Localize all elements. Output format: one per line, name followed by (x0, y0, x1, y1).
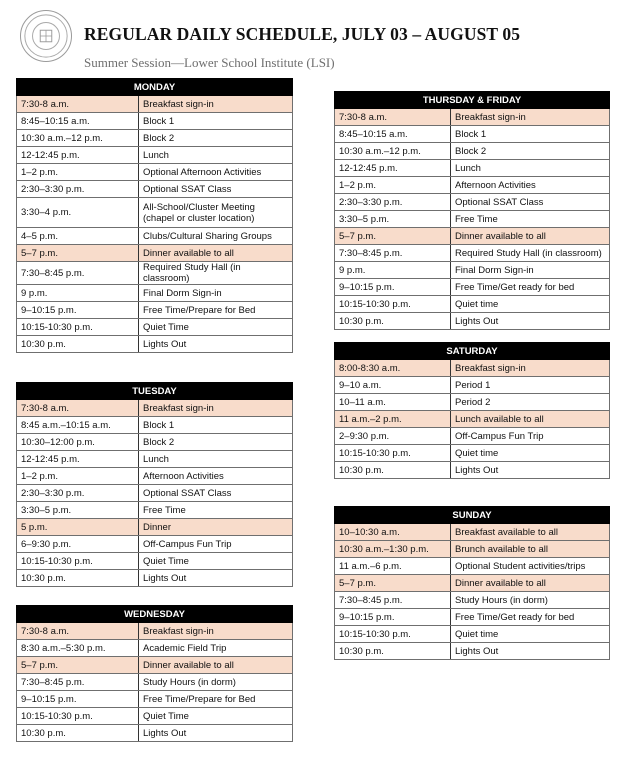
time-cell: 10:15-10:30 p.m. (335, 296, 451, 313)
schedule-row (335, 462, 610, 479)
activity-cell: Quiet time (451, 445, 610, 462)
time-cell: 8:30 a.m.–5:30 p.m. (17, 640, 139, 657)
time-cell: 5–7 p.m. (335, 228, 451, 245)
time-cell: 9–10:15 p.m. (335, 279, 451, 296)
activity-cell: Clubs/Cultural Sharing Groups (139, 228, 293, 245)
time-cell: 9 p.m. (17, 285, 139, 302)
activity-cell: Optional Student activities/trips (451, 558, 610, 575)
activity-cell: Quiet Time (139, 319, 293, 336)
time-cell: 3:30–4 p.m. (17, 198, 139, 228)
schedule-row (17, 113, 293, 130)
schedule-row (17, 485, 293, 502)
activity-cell: Lights Out (451, 643, 610, 660)
activity-cell: Required Study Hall (in classroom) (451, 245, 610, 262)
schedule-row (17, 674, 293, 691)
time-cell: 3:30–5 p.m. (17, 502, 139, 519)
activity-cell: Dinner (139, 519, 293, 536)
schedule-row (335, 126, 610, 143)
schedule-row (335, 228, 610, 245)
activity-cell: Lights Out (451, 313, 610, 330)
time-cell: 9 p.m. (335, 262, 451, 279)
schedule-row (335, 558, 610, 575)
activity-cell: Quiet time (451, 626, 610, 643)
activity-cell: Academic Field Trip (139, 640, 293, 657)
activity-cell: Lunch (139, 147, 293, 164)
schedule-row (17, 570, 293, 587)
time-cell: 10:15-10:30 p.m. (17, 553, 139, 570)
time-cell: 10:30–12:00 p.m. (17, 434, 139, 451)
activity-cell: Block 2 (139, 434, 293, 451)
time-cell: 8:45 a.m.–10:15 a.m. (17, 417, 139, 434)
activity-cell: Breakfast sign-in (139, 400, 293, 417)
schedule-row (335, 411, 610, 428)
activity-cell: All-School/Cluster Meeting (chapel or cluster location) (139, 198, 293, 228)
time-cell: 10:15-10:30 p.m. (335, 445, 451, 462)
schedule-thursday-friday (334, 91, 610, 330)
time-cell: 2:30–3:30 p.m. (17, 485, 139, 502)
time-cell: 7:30–8:45 p.m. (335, 592, 451, 609)
schedule-row (335, 360, 610, 377)
activity-cell: Optional SSAT Class (139, 181, 293, 198)
time-cell: 9–10:15 p.m. (17, 302, 139, 319)
activity-cell: Free Time/Prepare for Bed (139, 302, 293, 319)
activity-cell: Lunch available to all (451, 411, 610, 428)
activity-cell: Breakfast sign-in (139, 623, 293, 640)
time-cell: 12-12:45 p.m. (335, 160, 451, 177)
schedule-row (335, 428, 610, 445)
activity-cell: Dinner available to all (139, 245, 293, 262)
schedule-row (335, 575, 610, 592)
schedule-row (335, 313, 610, 330)
time-cell: 10:30 a.m.–1:30 p.m. (335, 541, 451, 558)
activity-cell: Off-Campus Fun Trip (139, 536, 293, 553)
schedule-row (17, 400, 293, 417)
schedule-row (17, 336, 293, 353)
activity-cell: Free Time (139, 502, 293, 519)
schedule-row (335, 109, 610, 126)
schedule-row (17, 147, 293, 164)
time-cell: 4–5 p.m. (17, 228, 139, 245)
schedule-row (335, 445, 610, 462)
page-title: REGULAR DAILY SCHEDULE, JULY 03 – AUGUST 05 (84, 24, 521, 44)
schedule-row (17, 708, 293, 725)
time-cell: 10:30 p.m. (335, 313, 451, 330)
schedule-row (17, 536, 293, 553)
page-subtitle: Summer Session—Lower School Institute (LSI) (84, 55, 335, 70)
time-cell: 9–10 a.m. (335, 377, 451, 394)
activity-cell: Lights Out (139, 725, 293, 742)
schedule-row (335, 211, 610, 228)
time-cell: 3:30–5 p.m. (335, 211, 451, 228)
schedule-row (17, 164, 293, 181)
time-cell: 10:30 p.m. (17, 570, 139, 587)
time-cell: 10:30 p.m. (335, 462, 451, 479)
day-heading: SATURDAY (335, 343, 610, 360)
activity-cell: Quiet time (451, 296, 610, 313)
time-cell: 10:30 p.m. (17, 336, 139, 353)
schedule-row (17, 228, 293, 245)
activity-cell: Block 2 (139, 130, 293, 147)
time-cell: 5–7 p.m. (335, 575, 451, 592)
day-heading: TUESDAY (17, 383, 293, 400)
time-cell: 7:30–8:45 p.m. (17, 262, 139, 285)
day-heading: THURSDAY & FRIDAY (335, 92, 610, 109)
time-cell: 7:30–8:45 p.m. (335, 245, 451, 262)
time-cell: 9–10:15 p.m. (335, 609, 451, 626)
activity-cell: Free Time/Prepare for Bed (139, 691, 293, 708)
schedule-row (335, 609, 610, 626)
time-cell: 6–9:30 p.m. (17, 536, 139, 553)
activity-cell: Block 2 (451, 143, 610, 160)
time-cell: 5 p.m. (17, 519, 139, 536)
time-cell: 10–10:30 a.m. (335, 524, 451, 541)
schedule-row (335, 524, 610, 541)
activity-cell: Lights Out (139, 336, 293, 353)
activity-cell: Final Dorm Sign-in (139, 285, 293, 302)
time-cell: 1–2 p.m. (17, 164, 139, 181)
schedule-row (335, 296, 610, 313)
day-heading: SUNDAY (335, 507, 610, 524)
activity-cell: Lunch (139, 451, 293, 468)
activity-cell: Breakfast sign-in (451, 109, 610, 126)
schedule-row (17, 245, 293, 262)
schedule-row (17, 130, 293, 147)
activity-cell: Final Dorm Sign-in (451, 262, 610, 279)
activity-cell: Dinner available to all (139, 657, 293, 674)
time-cell: 10:30 a.m.–12 p.m. (17, 130, 139, 147)
schedule-row (335, 541, 610, 558)
time-cell: 9–10:15 p.m. (17, 691, 139, 708)
activity-cell: Study Hours (in dorm) (451, 592, 610, 609)
schedule-row (335, 262, 610, 279)
activity-cell: Period 1 (451, 377, 610, 394)
activity-cell: Free Time/Get ready for bed (451, 279, 610, 296)
activity-cell: Lights Out (139, 570, 293, 587)
schedule-saturday (334, 342, 610, 479)
schedule-wednesday (16, 605, 293, 742)
schedule-row (17, 451, 293, 468)
schedule-row (335, 377, 610, 394)
time-cell: 8:00-8:30 a.m. (335, 360, 451, 377)
time-cell: 11 a.m.–2 p.m. (335, 411, 451, 428)
schedule-row (17, 198, 293, 228)
schedule-row (17, 691, 293, 708)
time-cell: 10:15-10:30 p.m. (17, 319, 139, 336)
schedule-row (17, 553, 293, 570)
schedule-row (17, 519, 293, 536)
schedule-row (335, 160, 610, 177)
time-cell: 7:30-8 a.m. (17, 96, 139, 113)
schedule-monday (16, 78, 293, 353)
time-cell: 10–11 a.m. (335, 394, 451, 411)
schedule-row (17, 623, 293, 640)
activity-cell: Quiet Time (139, 553, 293, 570)
time-cell: 12-12:45 p.m. (17, 451, 139, 468)
activity-cell: Optional SSAT Class (451, 194, 610, 211)
schedule-row (335, 394, 610, 411)
schedule-sunday (334, 506, 610, 660)
schedule-row (335, 626, 610, 643)
school-seal-icon (20, 10, 72, 62)
activity-cell: Block 1 (139, 417, 293, 434)
activity-cell: Period 2 (451, 394, 610, 411)
time-cell: 2:30–3:30 p.m. (17, 181, 139, 198)
activity-cell: Free Time/Get ready for bed (451, 609, 610, 626)
time-cell: 7:30–8:45 p.m. (17, 674, 139, 691)
schedule-row (335, 245, 610, 262)
activity-cell: Block 1 (139, 113, 293, 130)
schedule-row (335, 279, 610, 296)
time-cell: 1–2 p.m. (17, 468, 139, 485)
activity-cell: Brunch available to all (451, 541, 610, 558)
time-cell: 5–7 p.m. (17, 657, 139, 674)
time-cell: 7:30-8 a.m. (17, 623, 139, 640)
schedule-row (17, 640, 293, 657)
schedule-tuesday (16, 382, 293, 587)
time-cell: 10:15-10:30 p.m. (17, 708, 139, 725)
activity-cell: Study Hours (in dorm) (139, 674, 293, 691)
activity-cell: Quiet Time (139, 708, 293, 725)
time-cell: 7:30-8 a.m. (17, 400, 139, 417)
schedule-row (17, 96, 293, 113)
time-cell: 8:45–10:15 a.m. (17, 113, 139, 130)
schedule-row (17, 468, 293, 485)
activity-cell: Dinner available to all (451, 228, 610, 245)
activity-cell: Lights Out (451, 462, 610, 479)
activity-cell: Breakfast sign-in (139, 96, 293, 113)
schedule-row (335, 643, 610, 660)
activity-cell: Optional SSAT Class (139, 485, 293, 502)
time-cell: 7:30-8 a.m. (335, 109, 451, 126)
activity-cell: Afternoon Activities (139, 468, 293, 485)
activity-cell: Off-Campus Fun Trip (451, 428, 610, 445)
time-cell: 10:30 a.m.–12 p.m. (335, 143, 451, 160)
schedule-row (17, 302, 293, 319)
day-heading: MONDAY (17, 79, 293, 96)
time-cell: 2–9:30 p.m. (335, 428, 451, 445)
schedule-row (335, 194, 610, 211)
activity-cell: Required Study Hall (in classroom) (139, 262, 293, 285)
activity-cell: Free Time (451, 211, 610, 228)
schedule-row (17, 285, 293, 302)
time-cell: 12-12:45 p.m. (17, 147, 139, 164)
time-cell: 10:15-10:30 p.m. (335, 626, 451, 643)
schedule-row (17, 502, 293, 519)
schedule-row (335, 143, 610, 160)
time-cell: 8:45–10:15 a.m. (335, 126, 451, 143)
activity-cell: Optional Afternoon Activities (139, 164, 293, 181)
time-cell: 2:30–3:30 p.m. (335, 194, 451, 211)
activity-cell: Dinner available to all (451, 575, 610, 592)
activity-cell: Afternoon Activities (451, 177, 610, 194)
day-heading: WEDNESDAY (17, 606, 293, 623)
activity-cell: Lunch (451, 160, 610, 177)
time-cell: 11 a.m.–6 p.m. (335, 558, 451, 575)
schedule-row (335, 177, 610, 194)
schedule-row (17, 725, 293, 742)
schedule-row (17, 262, 293, 285)
schedule-row (335, 592, 610, 609)
time-cell: 1–2 p.m. (335, 177, 451, 194)
time-cell: 10:30 p.m. (17, 725, 139, 742)
activity-cell: Block 1 (451, 126, 610, 143)
schedule-row (17, 319, 293, 336)
schedule-row (17, 417, 293, 434)
time-cell: 5–7 p.m. (17, 245, 139, 262)
schedule-row (17, 657, 293, 674)
activity-cell: Breakfast sign-in (451, 360, 610, 377)
schedule-row (17, 181, 293, 198)
time-cell: 10:30 p.m. (335, 643, 451, 660)
schedule-row (17, 434, 293, 451)
activity-cell: Breakfast available to all (451, 524, 610, 541)
